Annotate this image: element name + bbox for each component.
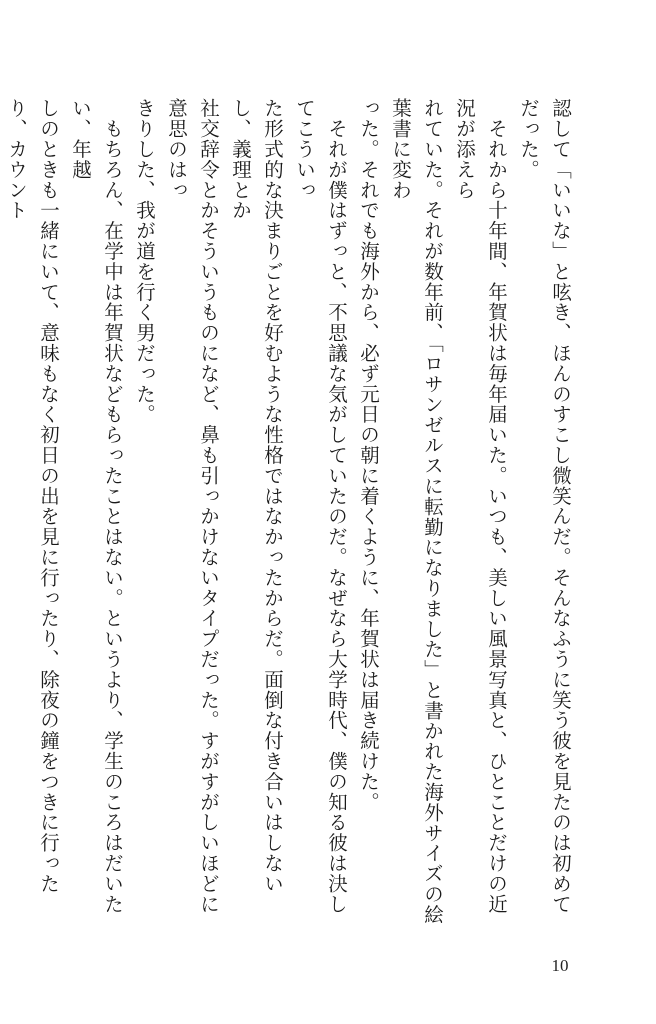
text-line: た形式的な決まりごとを好むような性格ではなかったからだ。面倒な付き合いはしないし、義理とか bbox=[229, 98, 284, 894]
vertical-text-body bbox=[5, 98, 576, 928]
text-line: った。それでも海外から、必ず元日の朝に着くように、年賀状は届き続けた。 bbox=[357, 98, 380, 812]
page-number: 10 bbox=[551, 956, 569, 975]
text-line: それが僕はずっと、不思議な気がしていたのだ。なぜなら大学時代、僕の知る彼は決してこういっ bbox=[293, 98, 348, 914]
text-line: 認して「いいな」と呟き、ほんのすこし微笑んだ。そんなふうに笑う彼を見たのは初めてだった。 bbox=[517, 98, 572, 914]
text-line: もちろん、在学中は年賀状などもらったことはない。というより、学生のころはだいたい、年越 bbox=[69, 98, 124, 914]
text-line: きりした、我が道を行く男だった。 bbox=[133, 98, 156, 425]
text-line: それから十年間、年賀状は毎年届いた。いつも、美しい風景写真と、ひとことだけの近況が添えら bbox=[453, 98, 508, 914]
text-line: しのときも一緒にいて、意味もなく初日の出を見に行ったり、除夜の鐘をつきに行ったり、カウント bbox=[5, 98, 60, 894]
text-line: 社交辞令とかそういうものになど、鼻も引っかけないタイプだった。すがすがしいほどに意思のはっ bbox=[165, 98, 220, 914]
text-line: れていた。それが数年前、「ロサンゼルスに転勤になりました」と書かれた海外サイズの絵葉書に変わ bbox=[389, 98, 444, 925]
